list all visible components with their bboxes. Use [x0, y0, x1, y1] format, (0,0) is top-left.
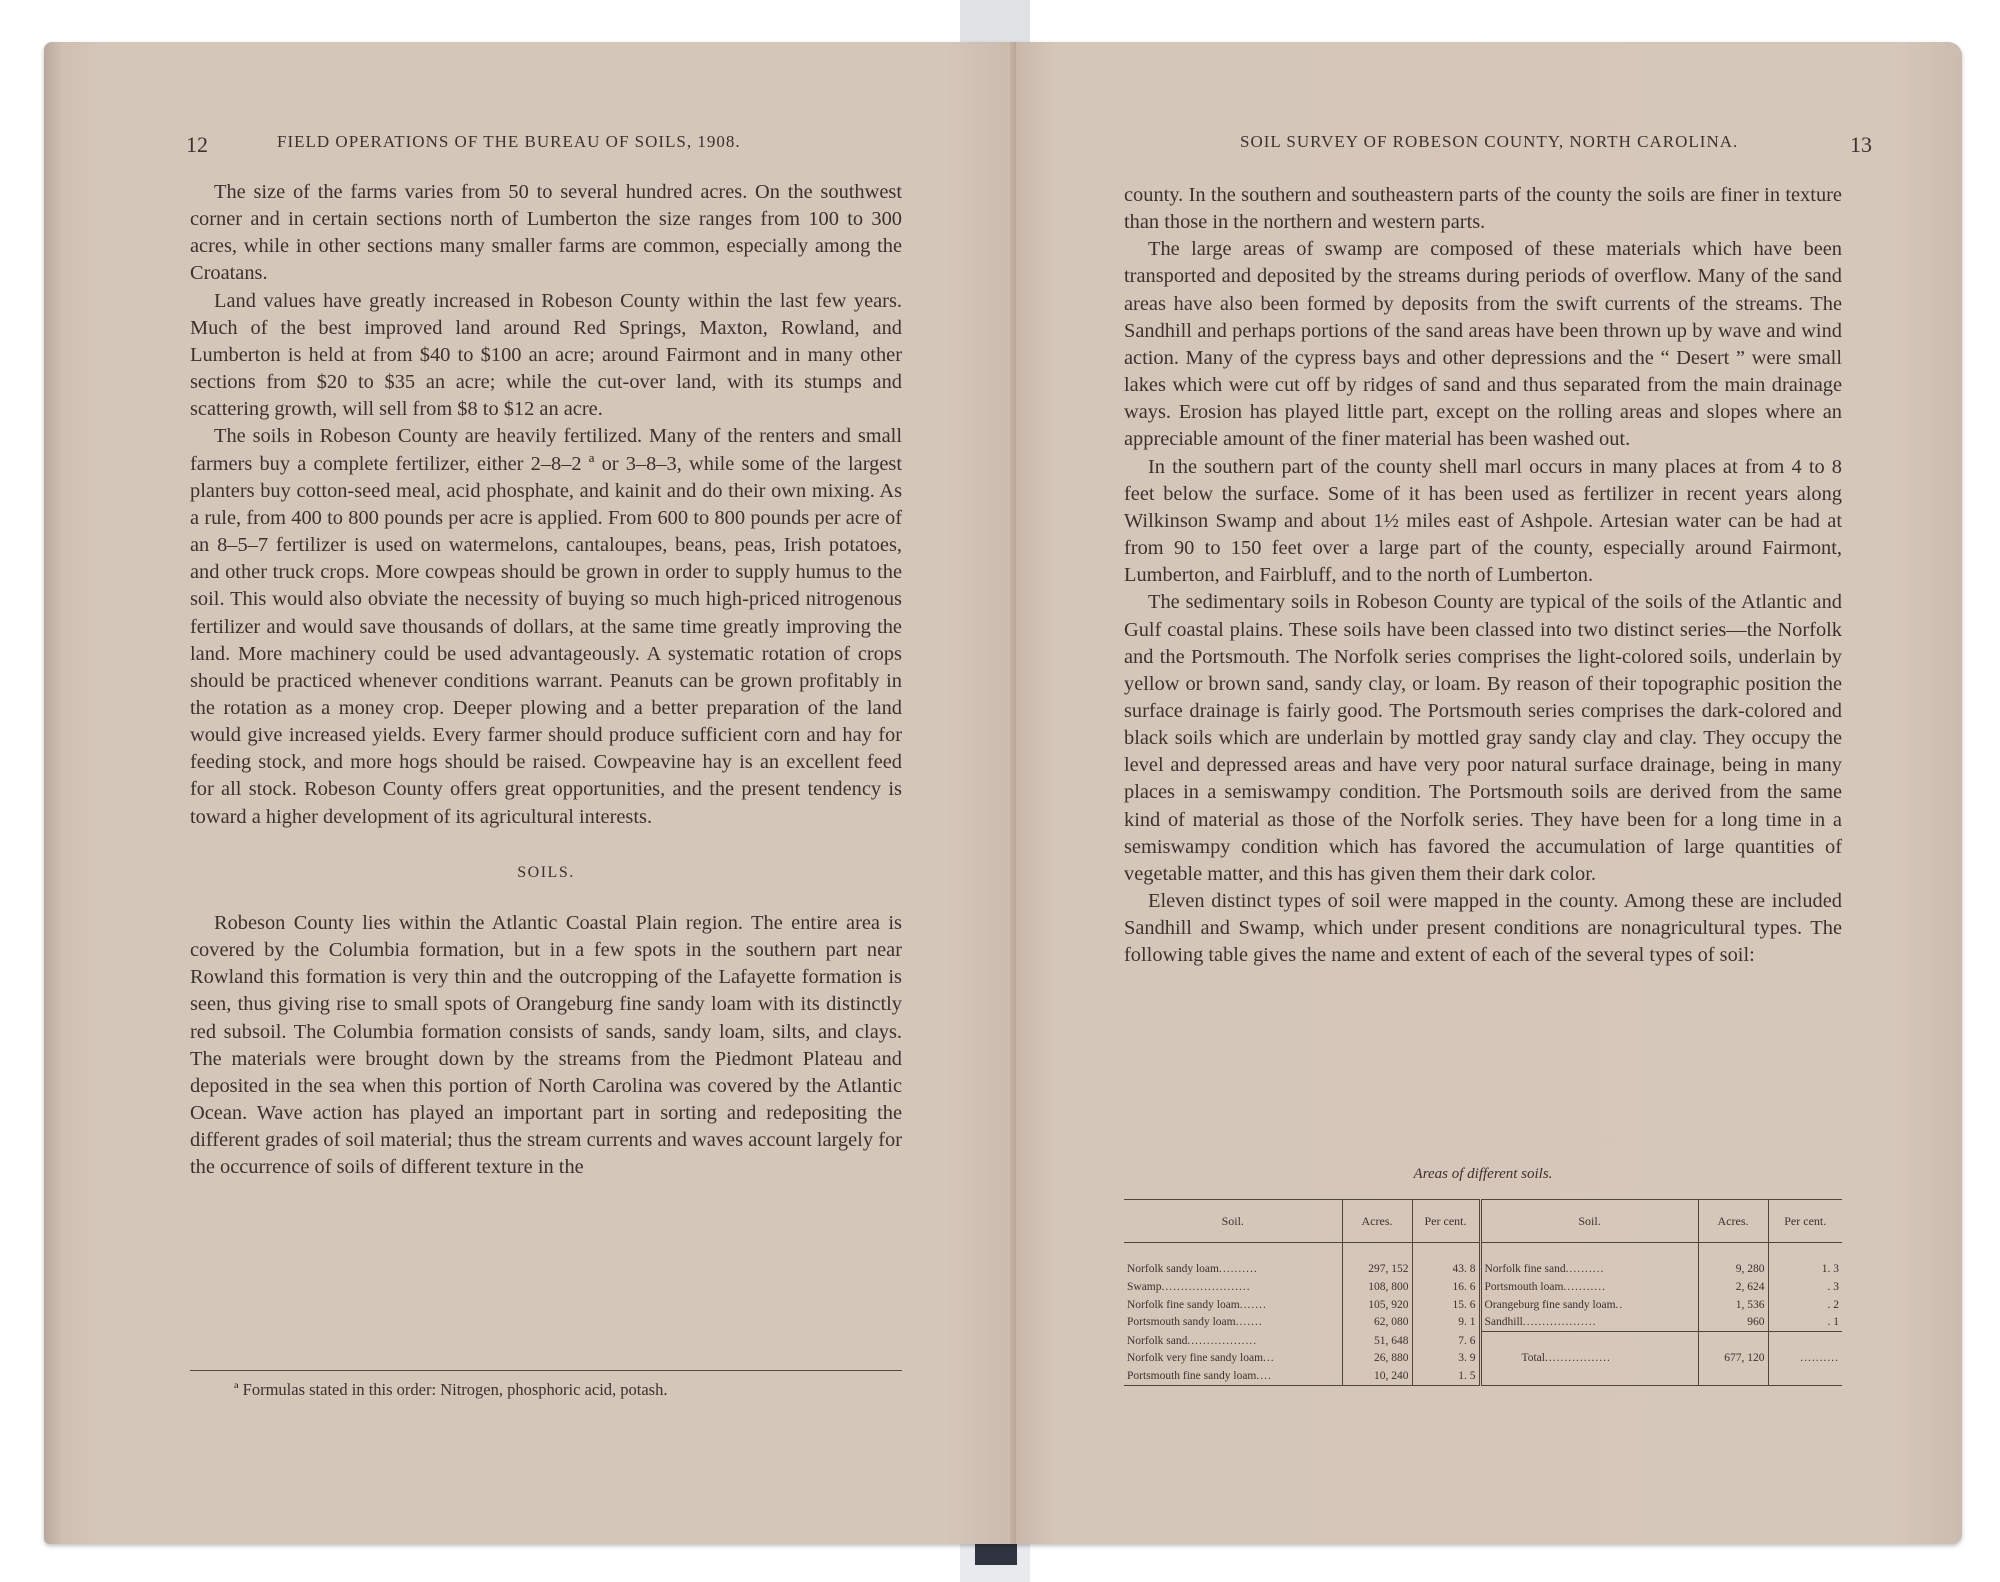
right-page: [1016, 42, 1962, 1544]
paragraph: The soils in Robeson County are heavily fertilized. Many of the renters and small farmers buy a complete fertilizer, either 2–8–2 ª or 3–8–3, while some of the largest planters buy cotton-seed meal, acid phosphate, and kainit and do their own mixing. As a rule, from 400 to 800 pounds per acre is applied. From 600 to 800 pounds per acre of an 8–5–7 fertilizer is used on watermelons, cantaloupes, beans, peas, Irish potatoes, and other truck crops. More cowpeas should be grown in order to supply humus to the soil. This would also obviate the necessity of buying so much high-priced nitrogenous fertilizer and would save thousands of dollars, at the same time greatly improving the land. More machinery could be used advantageously. A systematic rotation of crops should be practiced whenever conditions warrant. Peanuts can be grown profitably in the rotation as a money crop. Deeper plowing and a better preparation of the land would give increased yields. Every farmer should produce sufficient corn and hay for feeding stock, and more hogs should be raised. Cowpeavine hay is an excellent feed for all stock. Robeson County offers great opportunities, and the present tendency is toward a higher development of its agricultural interests.: [190, 425, 902, 828]
paragraph: Land values have greatly increased in Robeson County within the last few years. Much of the best improved land around Red Springs, Maxton, Rowland, and Lumberton is held at from $40 to $100 an acre; around Fairmont and in many other sections from $20 to $35 an acre; while the cut-over land, with its stumps and scattering growth, will sell from $8 to $12 an acre.: [190, 289, 902, 421]
acres-cell: 105, 920: [1342, 1296, 1412, 1314]
acres-cell: 51, 648: [1342, 1331, 1412, 1349]
right-body-text: [1124, 182, 1842, 970]
soil-name: Norfolk fine sand..........: [1480, 1261, 1698, 1279]
percent-cell: 16. 6: [1412, 1278, 1480, 1296]
soil-name: Sandhill...................: [1480, 1313, 1698, 1331]
soil-name: Norfolk sandy loam..........: [1124, 1261, 1342, 1279]
percent-cell: 15. 6: [1412, 1296, 1480, 1314]
acres-cell: 2, 624: [1698, 1278, 1768, 1296]
section-heading: SOILS.: [517, 863, 575, 881]
table-row: [1124, 1331, 1842, 1349]
percent-cell: . 1: [1768, 1313, 1842, 1331]
acres-cell: 1, 536: [1698, 1296, 1768, 1314]
total-acres: 677, 120: [1698, 1350, 1768, 1368]
table-row: [1124, 1313, 1842, 1331]
acres-cell: 26, 880: [1342, 1350, 1412, 1368]
soil-name: Portsmouth sandy loam.......: [1124, 1313, 1342, 1331]
acres-cell: 960: [1698, 1313, 1768, 1331]
paragraph: The size of the farms varies from 50 to several hundred acres. On the southwest corner and in certain sections north of Lumberton the size ranges from 100 to 300 acres, while in other sections many smaller farms are common, especially among the Croatans.: [190, 181, 902, 285]
left-page: [44, 42, 1016, 1544]
paragraph: In the southern part of the county shell marl occurs in many places at from 4 to 8 feet below the surface. Some of it has been used as fertilizer in recent years along Wilkinson Swamp and about 1½ miles east of Ashpole. Artesian water can be had at from 90 to 150 feet over a large part of the county, especially around Fairmont, Lumberton, and Fairbluff, and to the north of Lumberton.: [1124, 455, 1842, 587]
percent-cell: . 2: [1827, 1298, 1839, 1311]
percent-cell: 7. 6: [1412, 1331, 1480, 1349]
soil-name: Norfolk sand..................: [1124, 1331, 1342, 1349]
paragraph: Robeson County lies within the Atlantic Coastal Plain region. The entire area is covered by the Columbia formation, but in a few spots in the southern part near Rowland this formation is very thin and the outcropping of the Lafayette formation is seen, thus giving rise to small spots of Orangeburg fine sandy loam with its distinctly red subsoil. The Columbia formation consists of sands, sandy loam, silts, and clays. The materials were brought down by the streams from the Piedmont Plateau and deposited in the sea when this portion of North Carolina was covered by the Atlantic Ocean. Wave action has played an important part in sorting and redepositing the different grades of soil material; thus the stream currents and waves account largely for the occurrence of soils of different texture in the: [190, 911, 902, 1179]
acres-cell: 10, 240: [1342, 1367, 1412, 1385]
paragraph: Eleven distinct types of soil were mapped in the county. Among these are included Sandhill and Swamp, which under present conditions are nonagricultural types. The following table gives the name and extent of each of the several types of soil:: [1124, 890, 1842, 967]
acres-cell: 9, 280: [1698, 1261, 1768, 1279]
percent-cell: 1. 5: [1412, 1367, 1480, 1385]
soil-name: Orangeburg fine sandy loam..: [1480, 1296, 1698, 1314]
soil-name: Portsmouth fine sandy loam....: [1124, 1367, 1342, 1385]
soil-name: Portsmouth loam...........: [1480, 1278, 1698, 1296]
open-book: [44, 42, 1962, 1544]
table-row: [1124, 1296, 1842, 1314]
table-caption: Areas of different soils.: [1413, 1166, 1553, 1182]
total-percent: ..........: [1800, 1352, 1839, 1365]
column-header: Per cent.: [1412, 1200, 1480, 1243]
soil-name: Norfolk fine sandy loam.......: [1124, 1296, 1342, 1314]
column-header: Soil.: [1124, 1200, 1342, 1243]
column-header: Soil.: [1480, 1200, 1698, 1243]
acres-cell: 108, 800: [1342, 1278, 1412, 1296]
table-header-row: [1124, 1200, 1842, 1243]
footnote: ª Formulas stated in this order: Nitrogen, phosphoric acid, potash.: [234, 1380, 668, 1399]
paragraph: county. In the southern and southeastern parts of the county the soils are finer in texture than those in the northern and western parts.: [1124, 184, 1842, 234]
right-running-head: SOIL SURVEY OF ROBESON COUNTY, NORTH CAROLINA.: [1240, 132, 1739, 151]
paragraph: The sedimentary soils in Robeson County are typical of the soils of the Atlantic and Gulf coastal plains. These soils have been classed into two distinct series—the Norfolk and the Portsmouth. The Norfolk series comprises the light-colored soils, underlain by yellow or brown sand, sandy clay, or loam. By reason of their topographic position the surface drainage is fairly good. The Portsmouth series comprises the dark-colored and black soils which are underlain by mottled gray sandy clay and clay. They occupy the level and depressed areas and have very poor natural surface drainage, being in many places in a semiswampy condition. The Portsmouth soils are derived from the same kind of material as those of the Norfolk series. They have been for a long time in a semiswampy condition which has favored the accumulation of large quantities of vegetable matter, and this has given them their dark color.: [1124, 591, 1842, 885]
paragraph: The large areas of swamp are composed of these materials which have been transported and deposited by the streams during periods of overflow. Many of the sand areas have also been formed by deposits from the swift currents of the streams. The Sandhill and perhaps portions of the sand areas have been thrown up by wave and wind action. Many of the cypress bays and other depressions and the “ Desert ” were small lakes which were cut off by ridges of sand and thus separated from the main drainage ways. Erosion has played little part, except on the rolling areas and slopes where an appreciable amount of the finer material has been washed out.: [1124, 238, 1842, 451]
table-row: [1124, 1367, 1842, 1385]
acres-cell: 297, 152: [1342, 1261, 1412, 1279]
table-row: [1124, 1350, 1842, 1368]
percent-cell: 3. 9: [1412, 1350, 1480, 1368]
percent-cell: 9. 1: [1412, 1313, 1480, 1331]
percent-cell: . 3: [1827, 1280, 1839, 1293]
total-label: Total.................: [1480, 1350, 1698, 1368]
table-row: [1124, 1278, 1842, 1296]
footnote-rule: [190, 1370, 902, 1371]
soil-name: Swamp.......................: [1124, 1278, 1342, 1296]
left-running-head: FIELD OPERATIONS OF THE BUREAU OF SOILS, 1908.: [277, 132, 741, 151]
table-row: [1124, 1261, 1842, 1279]
column-header: Acres.: [1342, 1200, 1412, 1243]
left-page-number: 12: [186, 132, 208, 157]
soil-areas-table: [1124, 1199, 1842, 1386]
column-header: Per cent.: [1768, 1200, 1842, 1243]
percent-cell: 1. 3: [1821, 1263, 1839, 1276]
acres-cell: 62, 080: [1342, 1313, 1412, 1331]
percent-cell: 43. 8: [1412, 1261, 1480, 1279]
column-header: Acres.: [1698, 1200, 1768, 1243]
soil-name: Norfolk very fine sandy loam...: [1124, 1350, 1342, 1368]
left-body-text: [190, 179, 902, 1181]
right-page-number: 13: [1850, 132, 1872, 157]
